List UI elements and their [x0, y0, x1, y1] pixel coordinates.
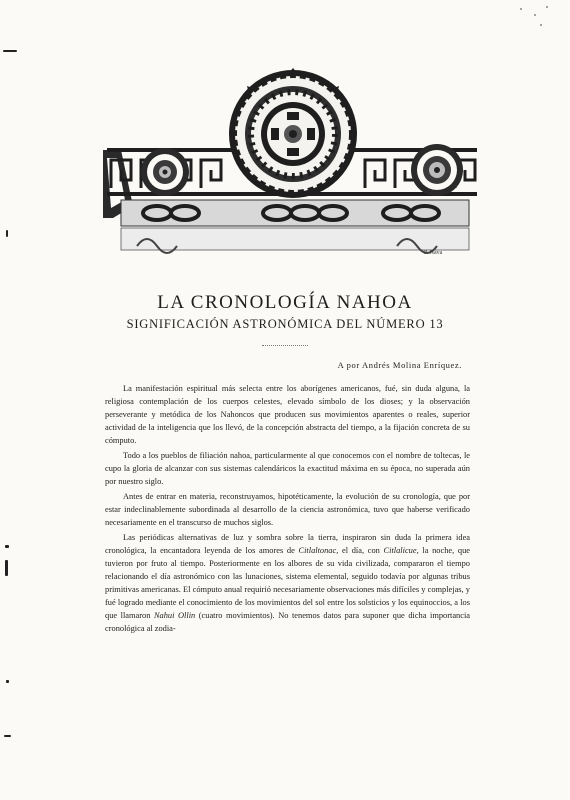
scan-speck	[520, 8, 522, 10]
scan-speck	[5, 545, 9, 548]
paragraph-text: , la noche, que tuvieron por fruto al tiempo. Posteriormente en los albores de su vida civilizada, compararon el tiempo relacionando el día astronómico con las lunaciones, sistema elemental, seguido todavía por algunas tribus primitivas americanas. El cómputo anual requirió necesariamente observaciones más difíciles y complejas, y fué logrado mediante el conocimiento de los movimientos del sol entre los solsticios y los equinoccios, a los que llamaron	[105, 546, 470, 620]
scan-speck	[6, 680, 9, 683]
italic-term: Citlaltonac	[298, 546, 337, 555]
paragraph	[105, 531, 470, 635]
scan-speck	[6, 230, 8, 237]
paragraph: La manifestación espiritual más selecta entre los aborígenes americanos, fué, sin duda alguna, la religiosa contemplación de los cuerpos celestes, elevado símbolo de los dioses; y la observación perseverante y metódica de los Nahoncos que producen sus movimientos aparentes o reales, superior actividad de la inteligencia que los llevó, de la concepción abstracta del tiempo, a la fijación concreta de su cómputo.	[105, 384, 470, 445]
ornament-credit: P. Nava	[424, 250, 443, 256]
scan-speck	[5, 560, 8, 576]
title-divider	[262, 345, 308, 346]
scan-speck	[540, 24, 542, 26]
article-title: LA CRONOLOGÍA NAHOA	[157, 292, 413, 313]
article-body	[105, 382, 470, 637]
scan-speck	[3, 50, 17, 52]
paragraph: Todo a los pueblos de filiación nahoa, particularmente al que conocemos con el nombre de toltecas, le cupo la gloria de alcanzar con sus sistemas calendáricos la exactitud máxima en su época, no superada aún por nuestro siglo.	[105, 451, 470, 486]
scan-speck	[534, 14, 536, 16]
scan-speck	[4, 735, 11, 737]
paragraph-text: (cuatro movimientos). No tenemos datos para suponer que dicha importancia cronológica al zodia-	[105, 611, 471, 633]
italic-term: Nahui Ollin	[153, 611, 196, 620]
paragraph-text: , el día, con	[336, 546, 384, 555]
paragraph-text: Las periódicas alternativas de luz y sombra sobre la tierra, inspiraron sin duda la primera idea cronológica, la encantadora leyenda de los amores de	[105, 533, 470, 555]
article-subtitle: SIGNIFICACIÓN ASTRONÓMICA DEL NÚMERO 13	[126, 317, 444, 331]
byline: A por Andrés Molina Enríquez.	[337, 360, 462, 370]
italic-term: Citlalicue	[383, 546, 417, 555]
header-ornament	[97, 68, 487, 260]
scan-speck	[546, 6, 548, 8]
paragraph: Antes de entrar en materia, reconstruyamos, hipotéticamente, la evolución de su cronología, que por estar indeclinablemente subordinada al desarrollo de la ciencia astronómica, tuvo que haberse verificado necesariamente en el transcurso de muchos siglos.	[105, 492, 470, 527]
